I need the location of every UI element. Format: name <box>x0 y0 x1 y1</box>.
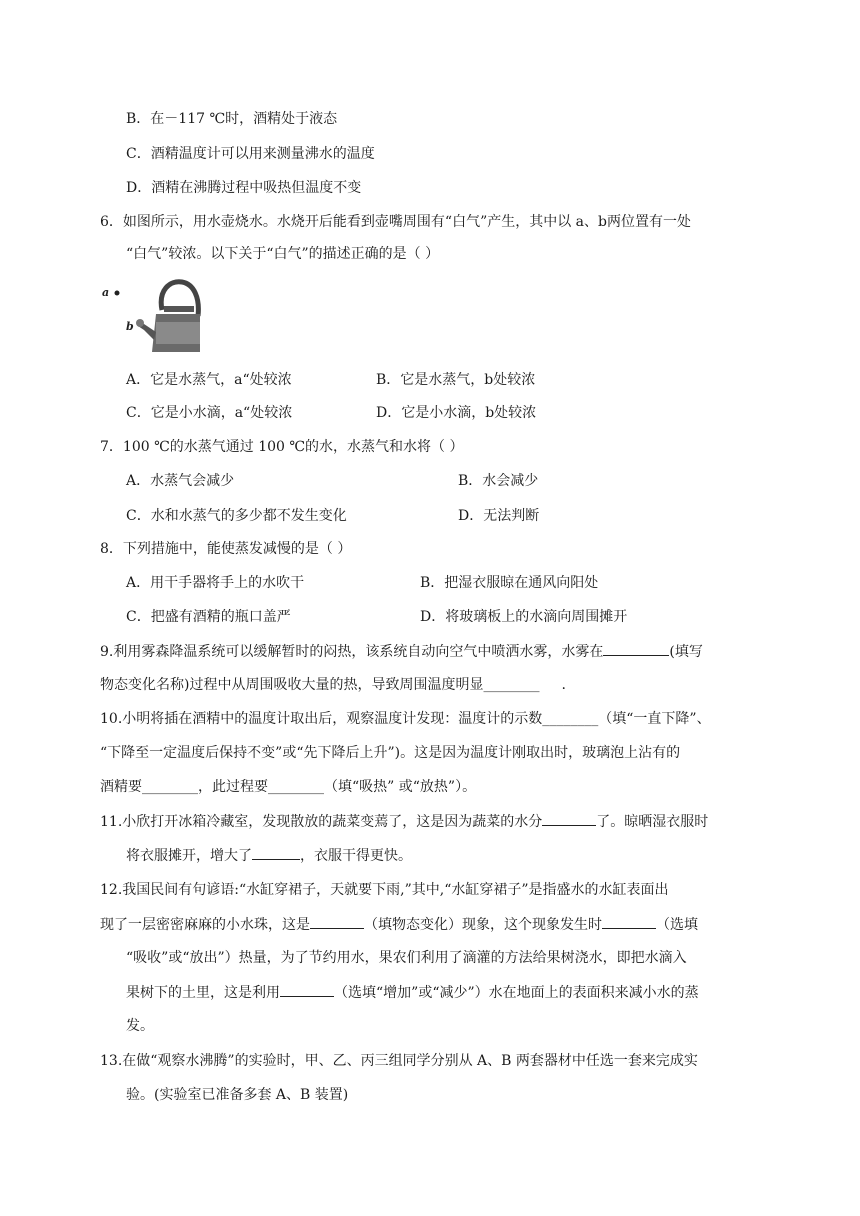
point-a-dot <box>115 291 120 296</box>
q11-line1 <box>100 811 708 832</box>
q10-line1-end: （填“一直下降”、 <box>598 711 711 727</box>
q10-line1 <box>100 709 711 729</box>
q9-answer-blank-2[interactable]: ________ <box>483 677 540 693</box>
q12-line2-text: 现了一层密密麻麻的小水珠，这是 <box>100 917 310 933</box>
q6-option-a: A．它是水蒸气，a“处较浓 <box>126 372 292 388</box>
q12-line4-text: 果树下的土里，这是利用 <box>126 985 280 1001</box>
q12-line3: “吸收”或“放出”）热量，为了节约用水，果农们利用了滴灌的方法给果树浇水，即把水滴入 <box>126 950 687 966</box>
kettle-figure <box>100 276 202 356</box>
q12-line2-mid: （填物态变化）现象，这个现象发生时 <box>364 917 602 933</box>
q12-line2-end: （选填 <box>656 917 698 933</box>
q10-line3-end: （填“吸热” 或“放热”）。 <box>324 779 477 795</box>
q11-line1-end: 了。晾晒湿衣服时 <box>596 814 709 830</box>
q8-stem: 8．下列措施中，能使蒸发减慢的是（ ） <box>100 541 352 557</box>
q7-option-d: D．无法判断 <box>458 508 540 524</box>
q5-option-b: B．在－117 ℃时，酒精处于液态 <box>126 111 338 127</box>
q10-line3 <box>100 777 476 797</box>
q9-line1-text: 9.利用雾森降温系统可以缓解暂时的闷热，该系统自动向空气中喷洒水雾，水雾在 <box>100 644 604 660</box>
q12-answer-blank-2[interactable] <box>602 914 656 929</box>
q9-line1 <box>100 641 703 662</box>
q6-stem-line2: “白气”较浓。以下关于“白气”的描述正确的是（ ） <box>126 246 440 262</box>
q5-option-c: C．酒精温度计可以用来测量沸水的温度 <box>126 146 375 162</box>
kettle-label-a: a <box>102 286 110 299</box>
q10-line3-text: 酒精要 <box>100 779 142 795</box>
q7-stem: 7．100 ℃的水蒸气通过 100 ℃的水，水蒸气和水将（ ） <box>100 439 464 455</box>
q8-option-a: A．用干手器将手上的水吹干 <box>126 575 305 591</box>
q5-option-d: D．酒精在沸腾过程中吸热但温度不变 <box>126 180 362 196</box>
q12-answer-blank-1[interactable] <box>310 914 364 929</box>
q6-option-c: C．它是小水滴，a“处较浓 <box>126 405 293 421</box>
q6-stem-line1: 6．如图所示，用水壶烧水。水烧开后能看到壶嘴周围有“白气”产生，其中以 a、b两位置有一处 <box>100 214 691 230</box>
q11-answer-blank-1[interactable] <box>542 811 596 826</box>
kettle-label-b: b <box>126 320 134 333</box>
q12-line4 <box>126 982 699 1003</box>
q7-option-a: A．水蒸气会减少 <box>126 473 235 489</box>
q13-line1: 13.在做“观察水沸腾”的实验时，甲、乙、丙三组同学分别从 A、B 两套器材中任选一套来完成实 <box>100 1053 698 1069</box>
q9-line2-end: . <box>561 677 566 693</box>
q9-line2-text: 物态变化名称)过程中从周围吸收大量的热，导致周围温度明显 <box>100 677 484 693</box>
q11-line1-text: 11.小欣打开冰箱冷藏室，发现散放的蔬菜变蔫了，这是因为蔬菜的水分 <box>100 814 543 830</box>
kettle-body-highlight <box>156 322 200 344</box>
q6-option-d: D．它是小水滴，b处较浓 <box>376 405 537 421</box>
q9-line2 <box>100 675 566 695</box>
q12-line5: 发。 <box>126 1018 154 1034</box>
q10-answer-blank-2[interactable]: ________ <box>142 779 198 795</box>
kettle-lid <box>164 306 194 312</box>
q8-option-b: B．把湿衣服晾在通风向阳处 <box>420 575 599 591</box>
q8-option-c: C．把盛有酒精的瓶口盖严 <box>126 609 291 625</box>
q9-answer-blank-1[interactable] <box>603 641 669 656</box>
q10-line1-text: 10.小明将插在酒精中的温度计取出后，观察温度计发现：温度计的示数 <box>100 711 543 727</box>
q12-line2 <box>100 914 698 935</box>
kettle-spout-tip <box>136 319 144 327</box>
q12-line1: 12.我国民间有句谚语:“水缸穿裙子，天就要下雨,”其中,“水缸穿裙子”是指盛水的水缸表面出 <box>100 882 669 898</box>
q6-option-b: B．它是水蒸气，b处较浓 <box>376 372 536 388</box>
q12-answer-blank-3[interactable] <box>280 982 334 997</box>
q9-line1-end: (填写 <box>669 644 703 660</box>
q10-line2: “下降至一定温度后保持不变”或“先下降后上升”)。这是因为温度计刚取出时，玻璃泡上沾有的 <box>100 745 681 761</box>
q10-answer-blank-3[interactable]: ________ <box>268 779 324 795</box>
q7-option-b: B．水会减少 <box>458 473 539 489</box>
q11-line2-end: ，衣服干得更快。 <box>300 848 412 864</box>
q7-option-c: C．水和水蒸气的多少都不发生变化 <box>126 508 347 524</box>
q11-line2-text: 将衣服摊开，增大了 <box>126 848 252 864</box>
q11-answer-blank-2[interactable] <box>252 845 300 860</box>
q10-answer-blank-1[interactable]: ________ <box>542 711 599 727</box>
q12-line4-end: （选填“增加”或“减少”）水在地面上的表面积来减小水的蒸 <box>334 985 699 1001</box>
q8-option-d: D．将玻璃板上的水滴向周围摊开 <box>420 609 628 625</box>
q10-line3-mid: ，此过程要 <box>198 779 268 795</box>
q13-line2: 验。(实验室已准备多套 A、B 装置) <box>126 1087 349 1103</box>
q11-line2 <box>126 845 412 866</box>
